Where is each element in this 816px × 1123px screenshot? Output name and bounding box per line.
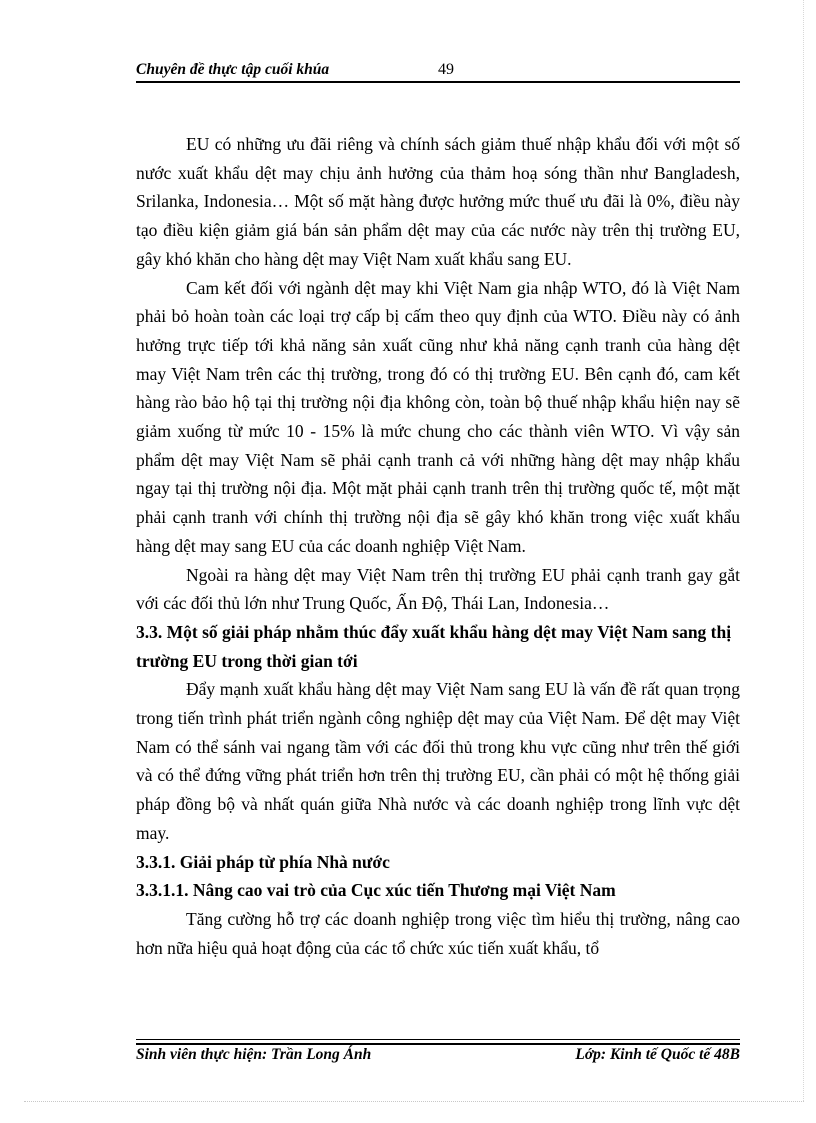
heading-3-3: 3.3. Một số giải pháp nhằm thúc đẩy xuất khẩu hàng dệt may Việt Nam sang thị trường EU trong thời gian tới xyxy=(136,621,732,671)
paragraph-3: Ngoài ra hàng dệt may Việt Nam trên thị trường EU phải cạnh tranh gay gắt với các đối thủ lớn như Trung Quốc, Ấn Độ, Thái Lan, Indonesia… xyxy=(136,564,740,614)
page-edge-right xyxy=(803,0,804,1101)
page-footer xyxy=(136,1046,740,1068)
paragraph-2: Cam kết đối với ngành dệt may khi Việt Nam gia nhập WTO, đó là Việt Nam phải bỏ hoàn toàn các loại trợ cấp bị cấm theo quy định của WTO. Điều này có ảnh hưởng trực tiếp tới khả năng sản xuất cũng như khả năng cạnh tranh của hàng dệt may Việt Nam trên các thị trường, trong đó có thị trường EU. Bên cạnh đó, cam kết hàng rào bảo hộ tại thị trường nội địa không còn, toàn bộ thuế nhập khẩu hiện nay sẽ giảm xuống từ mức 10 - 15% là mức chung cho các thành viên WTO. Vì vậy sản phẩm dệt may Việt Nam sẽ phải cạnh tranh cả với những hàng dệt may nhập khẩu ngay tại thị trường nội địa. Một mặt phải cạnh tranh trên thị trường quốc tế, một mặt phải cạnh tranh với chính thị trường nội địa sẽ gây khó khăn trong việc xuất khẩu hàng dệt may sang EU của các doanh nghiệp Việt Nam. xyxy=(136,277,740,556)
footer-class: Lớp: Kinh tế Quốc tế 48B xyxy=(575,1046,740,1063)
paragraph-5: Tăng cường hỗ trợ các doanh nghiệp trong việc tìm hiểu thị trường, nâng cao hơn nữa hiệu quả hoạt động của các tổ chức xúc tiến xuất khẩu, tổ xyxy=(136,908,740,958)
footer-rule-thick xyxy=(136,1043,740,1045)
paragraph-4: Đẩy mạnh xuất khẩu hàng dệt may Việt Nam sang EU là vấn đề rất quan trọng trong tiến trình phát triển ngành công nghiệp dệt may của Việt Nam. Để dệt may Việt Nam có thể sánh vai ngang tầm với các đối thủ trong khu vực cũng như trên thế giới và có thể đứng vững phát triển hơn trên thị trường EU, cần phải có một hệ thống giải pháp đồng bộ và nhất quán giữa Nhà nước và các doanh nghiệp trong lĩnh vực dệt may. xyxy=(136,679,740,843)
page-header xyxy=(136,58,740,82)
heading-3-3-1-1: 3.3.1.1. Nâng cao vai trò của Cục xúc tiến Thương mại Việt Nam xyxy=(136,880,616,901)
footer-student: Sinh viên thực hiện: Trần Long Ánh xyxy=(136,1046,372,1063)
heading-3-3-1: 3.3.1. Giải pháp từ phía Nhà nước xyxy=(136,851,390,872)
footer-rule-thin xyxy=(136,1039,740,1040)
header-title: Chuyên đề thực tập cuối khúa xyxy=(136,61,330,78)
header-rule xyxy=(136,81,740,83)
page-number: 49 xyxy=(438,61,454,78)
page-edge-bottom xyxy=(24,1101,804,1102)
document-body xyxy=(136,130,740,962)
paragraph-1: EU có những ưu đãi riêng và chính sách giảm thuế nhập khẩu đối với một số nước xuất khẩu dệt may chịu ảnh hưởng của thảm hoạ sóng thần như Bangladesh, Srilanka, Indonesia… Một số mặt hàng được hưởng mức thuế ưu đãi là 0%, điều này tạo điều kiện giảm giá bán sản phẩm dệt may của các nước này trên thị trường EU, gây khó khăn cho hàng dệt may Việt Nam xuất khẩu sang EU. xyxy=(136,134,740,269)
